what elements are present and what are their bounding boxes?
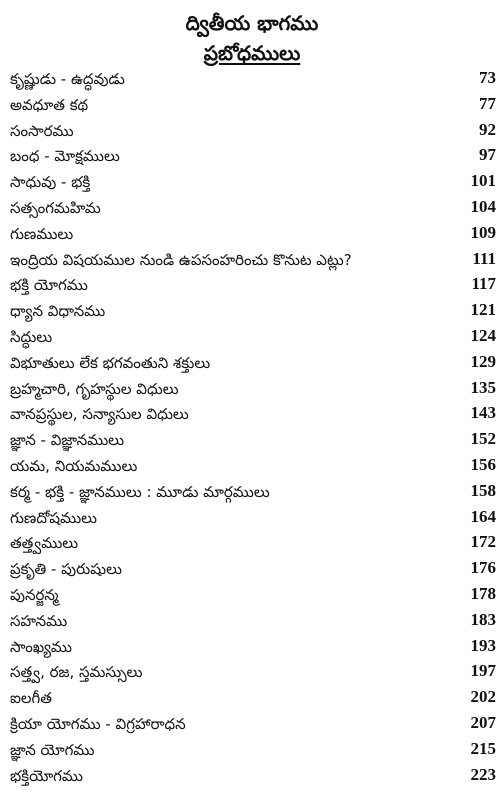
toc-entry-page: 215 [470, 738, 496, 758]
toc-entry-page: 97 [479, 145, 496, 165]
toc-entry-page: 202 [470, 687, 496, 707]
toc-entry [10, 530, 496, 556]
toc-entry-page: 183 [470, 609, 496, 629]
toc-entry [10, 453, 496, 479]
toc-entry-page: 135 [470, 377, 496, 397]
toc-entry-page: 158 [470, 480, 496, 500]
toc-entry-page: 92 [479, 119, 496, 139]
toc-entry-page: 104 [470, 196, 496, 216]
toc-entry-page: 156 [470, 454, 496, 474]
toc-entry-title: భక్తి యోగము [10, 276, 88, 295]
toc-entry [10, 763, 496, 789]
toc-entry-title: ధ్యాన విధానము [10, 302, 106, 321]
toc-entry [10, 376, 496, 402]
toc-entry-title: సంసారము [10, 121, 74, 140]
toc-entry-title: సహనము [10, 611, 68, 630]
toc-entry-title: ప్రకృతి - పురుషులు [10, 560, 122, 579]
toc-entry-page: 207 [470, 712, 496, 732]
toc-entry [10, 582, 496, 608]
toc-entry-page: 129 [470, 351, 496, 371]
toc-entry-page: 164 [470, 506, 496, 526]
toc-entry [10, 118, 496, 144]
toc-entry-page: 223 [470, 764, 496, 784]
toc-entry-title: విభూతులు లేక భగవంతుని శక్తులు [10, 353, 211, 372]
toc-entry-page: 109 [470, 222, 496, 242]
toc-entry [10, 221, 496, 247]
toc-entry-title: సత్సంగమహిమ [10, 198, 101, 217]
toc-entry-page: 73 [479, 68, 496, 87]
toc-entry [10, 711, 496, 737]
toc-entry-page: 77 [479, 93, 496, 113]
toc-entry-page: 176 [470, 558, 496, 578]
toc-entry-title: సత్త్వ, రజ, స్తమస్సులు [10, 663, 143, 682]
toc-entry-page: 172 [470, 532, 496, 552]
toc-entry-title: గుణదోషములు [10, 508, 97, 527]
toc-entry [10, 685, 496, 711]
toc-entry [10, 737, 496, 763]
toc-entry [10, 634, 496, 660]
toc-entry-title: గుణములు [10, 224, 74, 243]
toc-entry [10, 92, 496, 118]
toc-entry [10, 350, 496, 376]
part-heading: ద్వితీయ భాగము [185, 11, 319, 35]
toc-entry-title: కృష్ణుడు - ఉద్ధవుడు [10, 70, 125, 88]
toc-entry-title: పునర్జన్మ [10, 585, 59, 604]
toc-entry [10, 324, 496, 350]
toc-entry-title: యమ, నియమములు [10, 456, 138, 475]
toc-entry-title: క్రియా యోగము - విగ్రహారాధన [10, 714, 186, 733]
toc-entry-title: బ్రహ్మచారి, గృహస్థుల విధులు [10, 379, 179, 398]
toc-entry-page: 111 [472, 248, 496, 268]
toc-entry [10, 247, 496, 273]
toc-entry [10, 401, 496, 427]
toc-entry-page: 152 [470, 429, 496, 449]
toc-entry-title: అవధూత కథ [10, 95, 89, 114]
toc-entry-page: 117 [471, 274, 496, 294]
toc-entry [10, 298, 496, 324]
toc-entry-title: తత్త్వములు [10, 534, 79, 553]
toc-entry [10, 479, 496, 505]
toc-entry [10, 556, 496, 582]
toc-entry [10, 608, 496, 634]
toc-entry-title: కర్మ - భక్తి - జ్ఞానములు : మూడు మార్గములు [10, 482, 270, 501]
toc-entry-title: సాంఖ్యము [10, 637, 72, 656]
toc-entry-page: 121 [470, 300, 496, 320]
toc-entry-title: బంధ - మోక్షములు [10, 147, 120, 166]
toc-entry [10, 195, 496, 221]
toc-entry [10, 505, 496, 531]
toc-entry-page: 197 [470, 661, 496, 681]
section-heading: ప్రబోధములు [203, 41, 301, 65]
toc-entry [10, 659, 496, 685]
toc-entry-title: ఇంద్రియ విషయముల నుండి ఉపసంహరించు కొనుట ఎట్లు? [10, 250, 352, 269]
toc-entry-page: 143 [470, 403, 496, 423]
toc-entry-title: ఐలగీత [10, 689, 52, 708]
toc-list [10, 66, 496, 788]
toc-entry [10, 169, 496, 195]
toc-entry-page: 178 [470, 583, 496, 603]
toc-entry-title: సాధువు - భక్తి [10, 173, 91, 192]
toc-entry-page: 124 [470, 325, 496, 345]
toc-entry-title: జ్ఞాన యోగము [10, 740, 95, 759]
toc-entry [10, 66, 496, 92]
toc-entry-page: 101 [470, 171, 496, 191]
toc-entry-page: 193 [470, 635, 496, 655]
toc-entry [10, 143, 496, 169]
toc-entry-title: జ్ఞాన - విజ్ఞానములు [10, 431, 125, 450]
toc-entry-title: సిద్ధులు [10, 327, 53, 346]
toc-entry [10, 427, 496, 453]
toc-entry-title: వానప్రస్థుల, సన్యాసుల విధులు [10, 405, 189, 424]
toc-entry-title: భక్తియోగము [10, 766, 83, 785]
toc-entry [10, 272, 496, 298]
